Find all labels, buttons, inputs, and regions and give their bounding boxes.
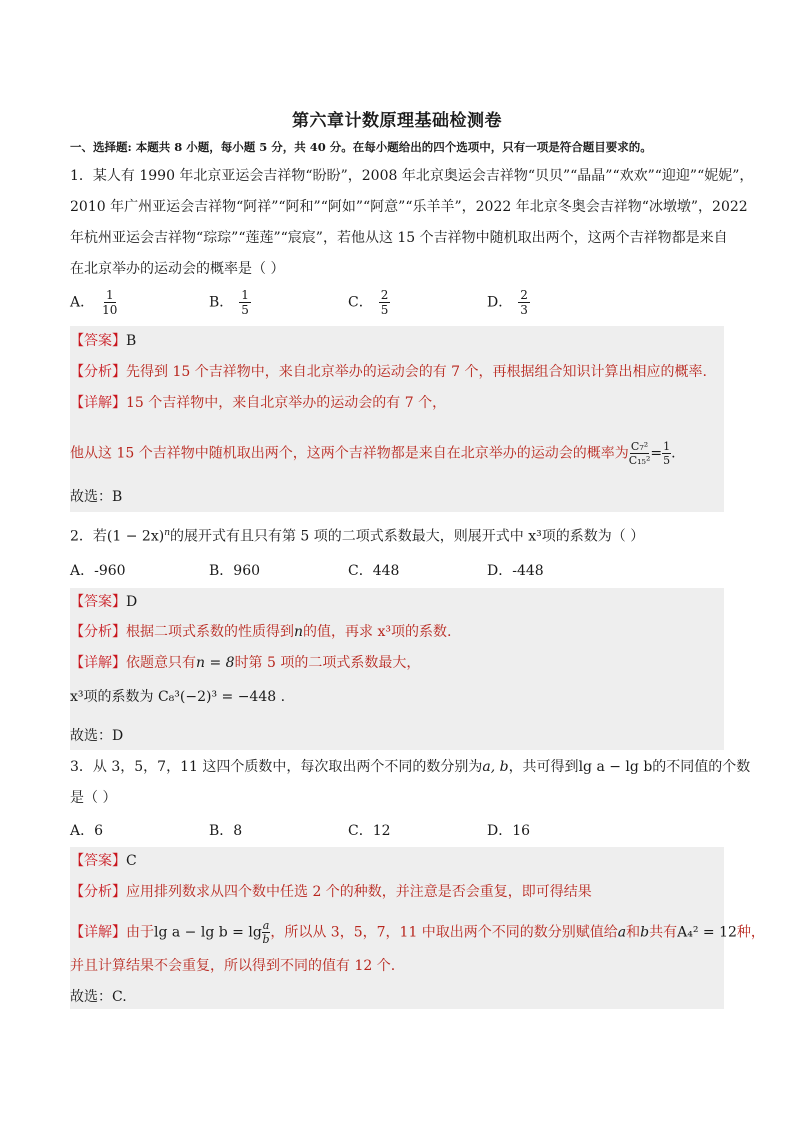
q1-stem-line-2: 2010 年广州亚运会吉祥物“阿祥”“阿和”“阿如”“阿意”“乐羊羊”，2022 年北京冬奥会吉祥物“冰墩墩”，2022	[70, 199, 748, 215]
q1-answer: 【答案】B	[70, 333, 137, 349]
combination-fraction: $\frac{\text{C₇²}}{\text{C₁₅²}}$	[628, 440, 651, 467]
q2-detail: 【详解】依题意只有n = 8时第 5 项的二项式系数最大，	[70, 655, 421, 671]
result-fraction: $\frac{1}{5}$	[663, 440, 671, 467]
option-label: B．	[209, 294, 234, 311]
q1-analysis: 【分析】先得到 15 个吉祥物中，来自北京举办的运动会的有 7 个，再根据组合知识计算出相应的概率.	[70, 364, 707, 380]
q3-detail-line-2: 并且计算结果不会重复，所以得到不同的值有 12 个.	[70, 958, 396, 974]
q2-stem: 2．若$(1 - 2x)^n$的展开式有且只有第 5 项的二项式系数最大，则展开式中 x³项的系数为（ ）	[70, 528, 645, 545]
q1-choice: 故选：B	[70, 489, 123, 505]
ratio-fraction: $\frac{a}{b}$	[262, 919, 270, 946]
option-fraction: $\frac{1}{10}$	[102, 288, 118, 317]
option-fraction: $\frac{2}{5}$	[380, 288, 389, 317]
q3-option-a: A．6	[70, 823, 104, 839]
q1-stem-line-3: 年杭州亚运会吉祥物“琮琮”“莲莲”“宸宸”，若他从这 15 个吉祥物中随机取出两个，这两个吉祥物都是来自	[70, 230, 728, 246]
q3-analysis: 【分析】应用排列数求从四个数中任选 2 个的种数，并注意是否会重复，即可得结果	[70, 884, 592, 900]
q1-option-b	[209, 288, 251, 317]
q3-option-b: B．8	[209, 823, 243, 839]
q1-detail: 【详解】15 个吉祥物中，来自北京举办的运动会的有 7 个，	[70, 395, 447, 411]
q3-answer: 【答案】C	[70, 853, 137, 869]
q1-detail-formula: 他从这 15 个吉祥物中随机取出两个，这两个吉祥物都是来自在北京举办的运动会的概率为 $\frac{\text{C₇²}}{\text{C₁₅²}}$ = $\frac{1}{5}$ .	[70, 440, 676, 467]
option-label: A．	[70, 294, 95, 311]
option-fraction: $\frac{1}{5}$	[241, 288, 249, 317]
section-heading: 一、选择题: 本题共 8 小题，每小题 5 分，共 40 分。在每小题给出的四个选项中，只有一项是符合题目要求的。	[70, 140, 652, 154]
q1-option-d	[487, 288, 530, 317]
q3-choice: 故选：C.	[70, 989, 127, 1005]
q2-choice: 故选：D	[70, 728, 124, 744]
option-label: C．	[348, 294, 373, 311]
option-label: D．	[487, 294, 513, 311]
q2-option-b: B．960	[209, 563, 261, 579]
q3-option-d: D．16	[487, 823, 531, 839]
q1-stem-line-4: 在北京举办的运动会的概率是（ ）	[70, 261, 285, 277]
q3-stem-line-2: 是（ ）	[70, 790, 117, 806]
q2-answer: 【答案】D	[70, 594, 138, 610]
option-fraction: $\frac{2}{3}$	[520, 288, 528, 317]
q3-detail: 【详解】由于lg a − lg b = lg $\frac{a}{b}$ ，所以从 3，5，7，11 中取出两个不同的数分别赋值给a和b共有A₄² = 12种，	[70, 919, 765, 946]
q2-analysis: 【分析】根据二项式系数的性质得到n的值，再求 x³项的系数.	[70, 624, 452, 640]
q1-solution-box	[70, 326, 724, 512]
q3-option-c: C．12	[348, 823, 391, 839]
q2-option-d: D．-448	[487, 563, 544, 579]
q3-stem-line-1: 3．从 3，5，7，11 这四个质数中，每次取出两个不同的数分别为a, b，共可得到lg a − lg b的不同值的个数	[70, 759, 751, 775]
q1-option-a	[70, 288, 119, 317]
page-title: 第六章计数原理基础检测卷	[292, 111, 502, 131]
q1-option-c	[348, 288, 390, 317]
q2-option-a: A．-960	[70, 563, 126, 579]
q2-option-c: C．448	[348, 563, 400, 579]
q1-stem-line-1: 1．某人有 1990 年北京亚运会吉祥物“盼盼”，2008 年北京奥运会吉祥物“贝贝”“晶晶”“欢欢”“迎迎”“妮妮”，	[70, 168, 754, 184]
q2-detail-formula: x³项的系数为 C₈³(−2)³ = −448 .	[70, 689, 286, 705]
